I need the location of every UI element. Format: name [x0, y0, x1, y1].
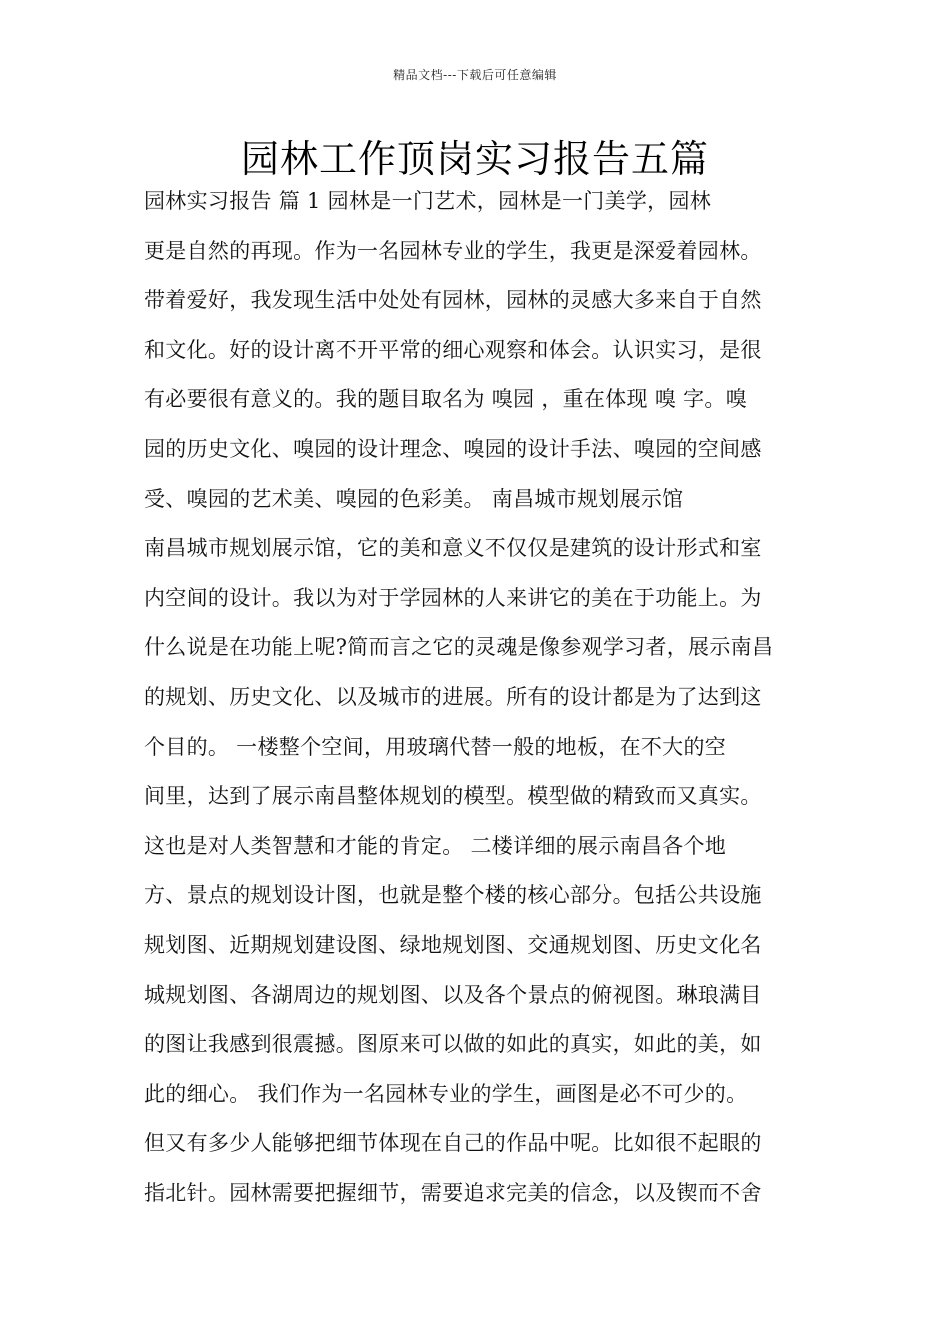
text-line: 和文化。好的设计离不开平常的细心观察和体会。认识实习，是很: [144, 337, 762, 362]
text-line: 方、景点的规划设计图，也就是整个楼的核心部分。包括公共设施: [144, 883, 762, 908]
text-line: 的规划、历史文化、以及城市的进展。所有的设计都是为了达到这: [144, 684, 762, 709]
text-line: 园的历史文化、嗅园的设计理念、嗅园的设计手法、嗅园的空间感: [144, 436, 762, 461]
text-line: 但又有多少人能够把细节体现在自己的作品中呢。比如很不起眼的: [144, 1131, 762, 1156]
header-note: 精品文档---下载后可任意编辑: [393, 68, 557, 82]
text-line: 指北针。园林需要把握细节，需要追求完美的信念，以及锲而不舍: [144, 1180, 762, 1205]
document-body: [144, 177, 808, 1218]
text-line: 个目的。 一楼整个空间，用玻璃代替一般的地板，在不大的空: [144, 734, 727, 759]
text-line: 的图让我感到很震撼。图原来可以做的如此的真实，如此的美，如: [144, 1032, 762, 1057]
text-line: 这也是对人类智慧和才能的肯定。 二楼详细的展示南昌各个地: [144, 833, 727, 858]
text-line: 南昌城市规划展示馆，它的美和意义不仅仅是建筑的设计形式和室: [144, 536, 762, 561]
document-title: 园林工作顶岗实习报告五篇: [240, 137, 709, 181]
text-line: 什么说是在功能上呢?简而言之它的灵魂是像参观学习者，展示南昌: [144, 635, 774, 660]
text-line: 受、嗅园的艺术美、嗅园的色彩美。 南昌城市规划展示馆: [144, 486, 684, 511]
text-line: 内空间的设计。我以为对于学园林的人来讲它的美在于功能上。为: [144, 585, 762, 610]
text-line: 此的细心。 我们作为一名园林专业的学生，画图是必不可少的。: [144, 1081, 748, 1106]
text-line: 更是自然的再现。作为一名园林专业的学生，我更是深爱着园林。: [144, 238, 762, 263]
text-line: 园林实习报告 篇 1 园林是一门艺术，园林是一门美学，园林: [144, 189, 712, 213]
text-line: 城规划图、各湖周边的规划图、以及各个景点的俯视图。琳琅满目: [144, 982, 762, 1007]
text-line: 有必要很有意义的。我的题目取名为 嗅园 ，重在体现 嗅 字。嗅: [144, 387, 747, 412]
text-line: 间里，达到了展示南昌整体规划的模型。模型做的精致而又真实。: [144, 784, 762, 809]
text-line: 带着爱好，我发现生活中处处有园林，园林的灵感大多来自于自然: [144, 288, 762, 313]
text-line: 规划图、近期规划建设图、绿地规划图、交通规划图、历史文化名: [144, 932, 762, 957]
